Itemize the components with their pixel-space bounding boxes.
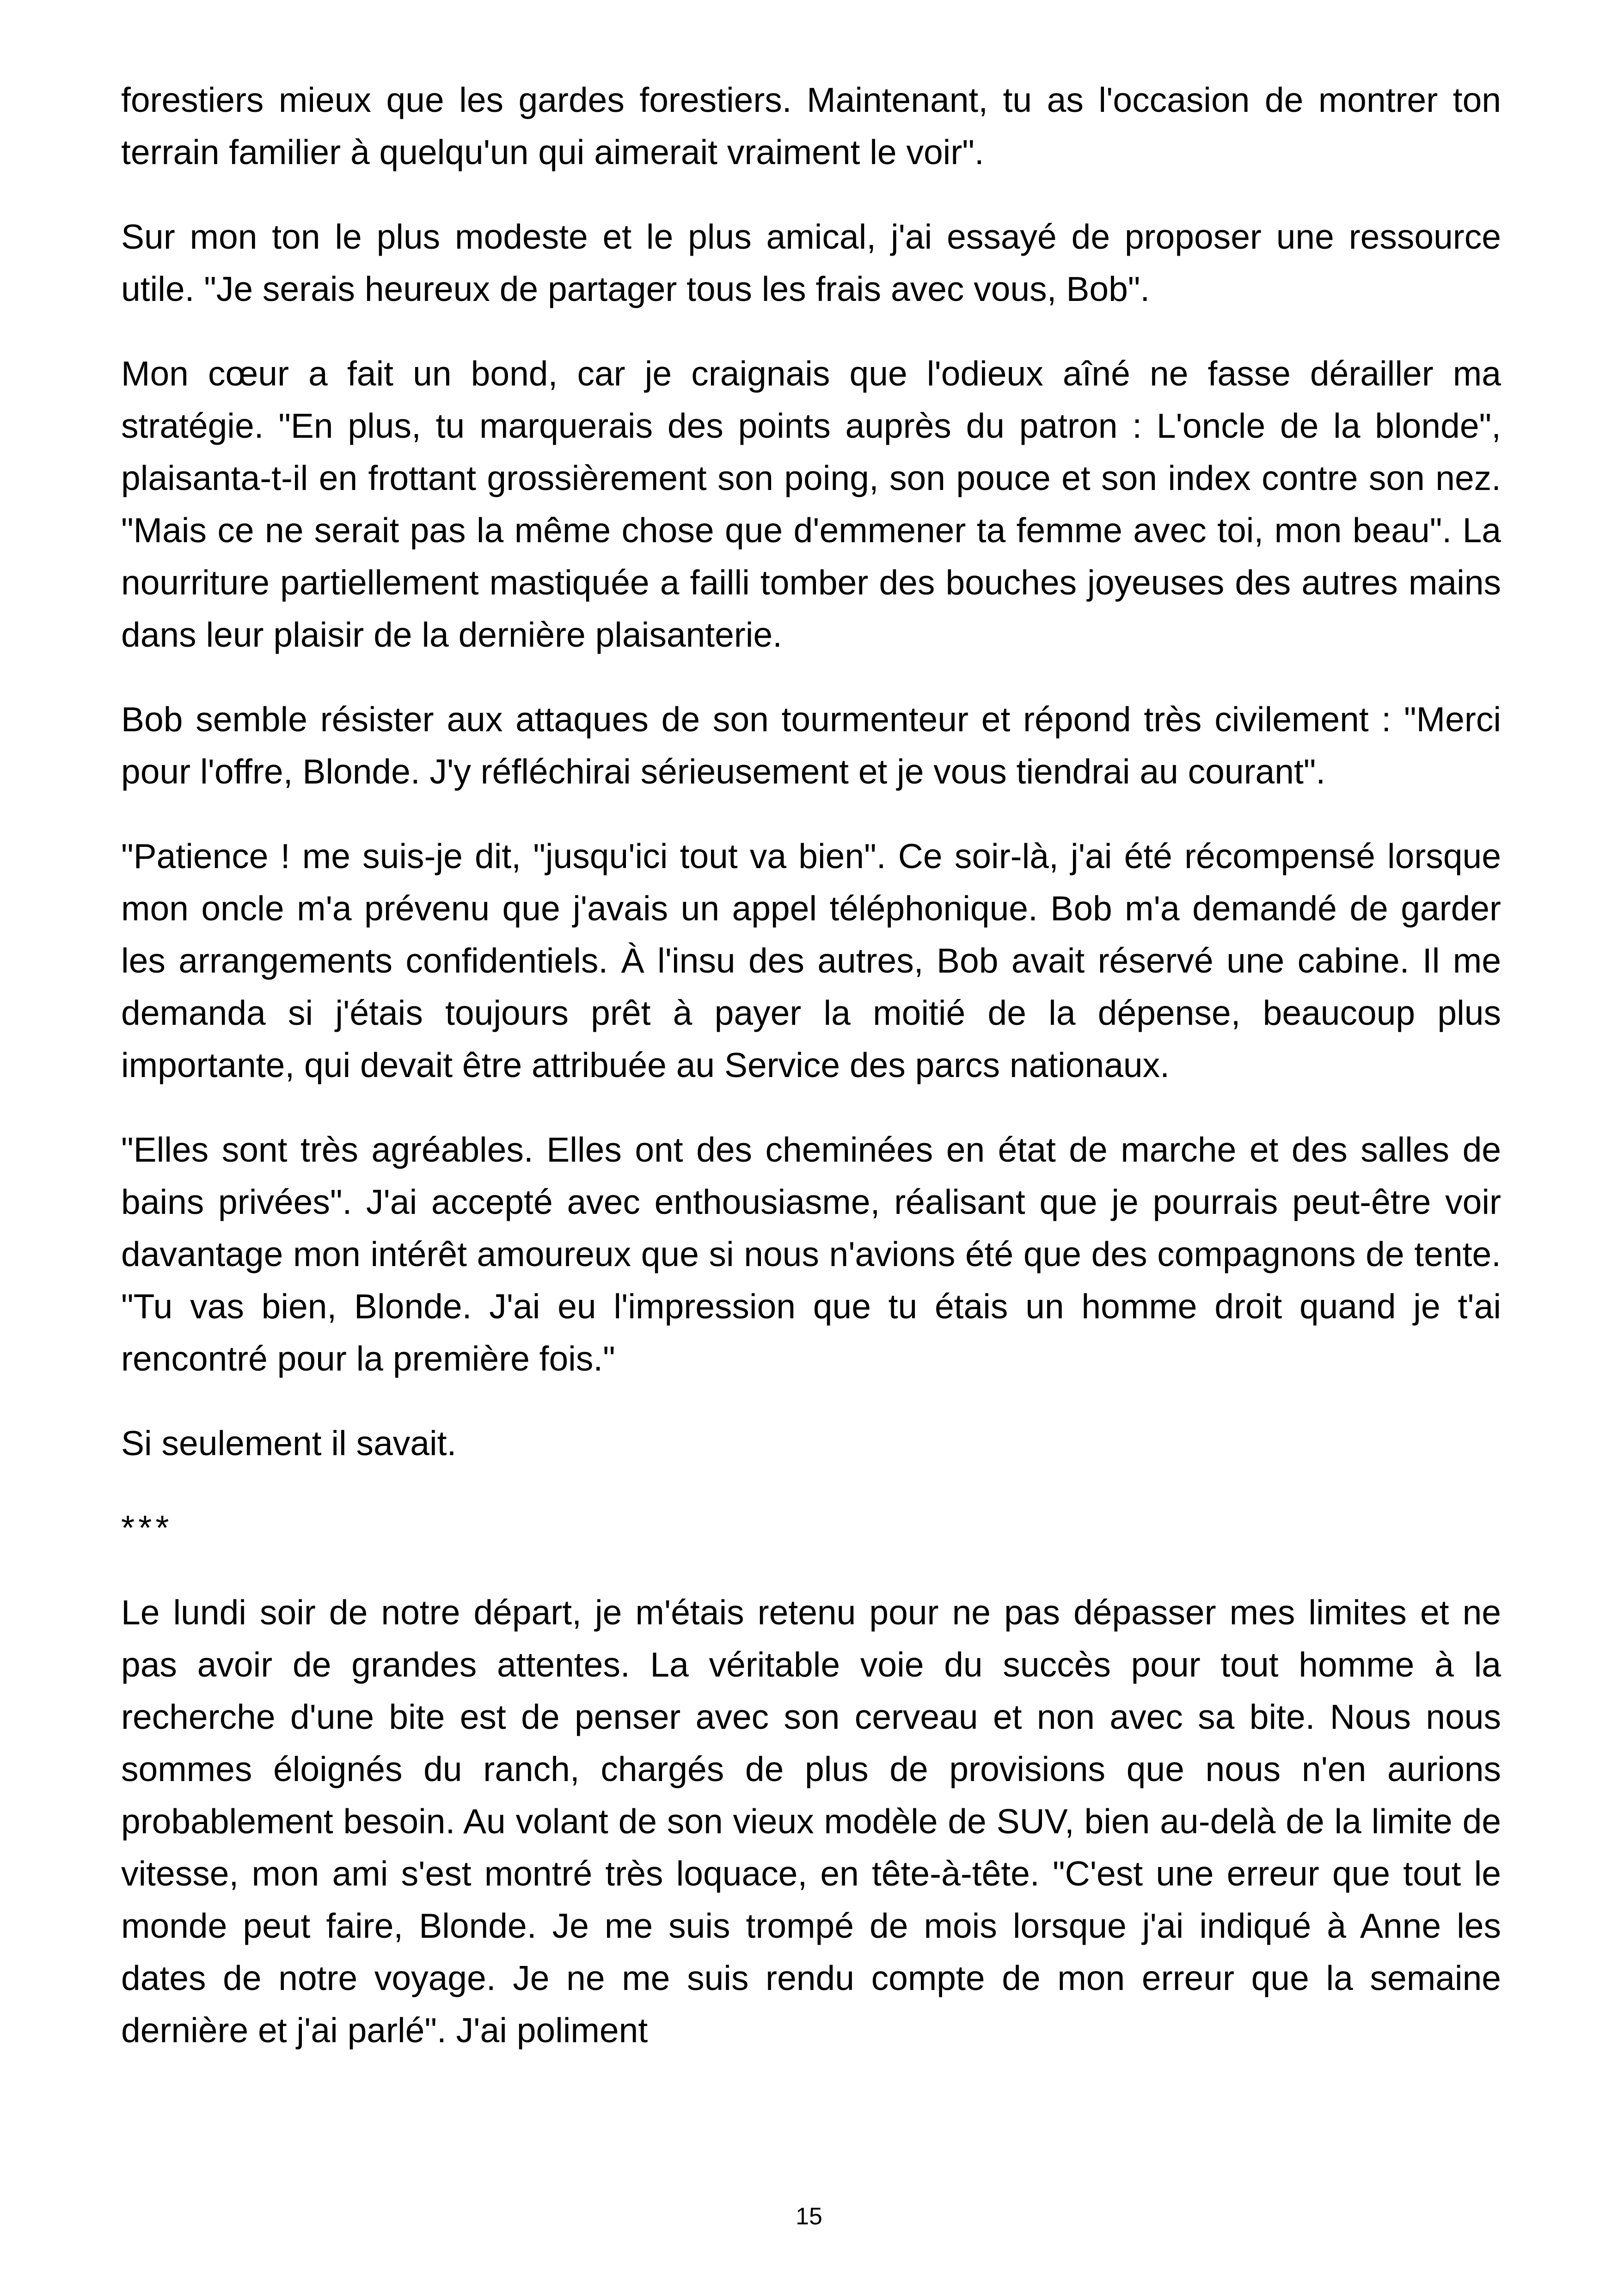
paragraph: "Elles sont très agréables. Elles ont des cheminées en état de marche et des salles de bains privées". J'ai accepté avec enthousiasme, réalisant que je pourrais peut-être voir davantage mon intérêt amoureux que si nous n'avions été que des compagnons de tente. "Tu vas bien, Blonde. J'ai eu l'impression que tu étais un homme droit quand je t'ai rencontré pour la première fois." [121, 1130, 1501, 1378]
paragraph: Mon cœur a fait un bond, car je craignais que l'odieux aîné ne fasse dérailler ma stratégie. "En plus, tu marquerais des points auprès du patron : L'oncle de la blonde", plaisanta-t-il en frottant grossièrement son poing, son pouce et son index contre son nez. "Mais ce ne serait pas la même chose que d'emmener ta femme avec toi, mon beau". La nourriture partiellement mastiquée a failli tomber des bouches joyeuses des autres mains dans leur plaisir de la dernière plaisanterie. [121, 354, 1501, 654]
paragraph: "Patience ! me suis-je dit, "jusqu'ici tout va bien". Ce soir-là, j'ai été récompensé lorsque mon oncle m'a prévenu que j'avais un appel téléphonique. Bob m'a demandé de garder les arrangements confidentiels. À l'insu des autres, Bob avait réservé une cabine. Il me demanda si j'étais toujours prêt à payer la moitié de la dépense, beaucoup plus importante, qui devait être attribuée au Service des parcs nationaux. [121, 837, 1501, 1084]
paragraph: forestiers mieux que les gardes forestiers. Maintenant, tu as l'occasion de montrer ton terrain familier à quelqu'un qui aimerait vraiment le voir". [121, 80, 1501, 171]
document-page [121, 74, 1501, 2089]
paragraph: Bob semble résister aux attaques de son tourmenteur et répond très civilement : "Merci pour l'offre, Blonde. J'y réfléchirai sérieusement et je vous tiendrai au courant". [121, 700, 1501, 791]
section-separator: *** [121, 1508, 173, 1547]
paragraph: Le lundi soir de notre départ, je m'étais retenu pour ne pas dépasser mes limites et ne pas avoir de grandes attentes. La véritable voie du succès pour tout homme à la recherche d'une bite est de penser avec son cerveau et non avec sa bite. Nous nous sommes éloignés du ranch, chargés de plus de provisions que nous n'en aurions probablement besoin. Au volant de son vieux modèle de SUV, bien au-delà de la limite de vitesse, mon ami s'est montré très loquace, en tête-à-tête. "C'est une erreur que tout le monde peut faire, Blonde. Je me suis trompé de mois lorsque j'ai indiqué à Anne les dates de notre voyage. Je ne me suis rendu compte de mon erreur que la semaine dernière et j'ai parlé". J'ai poliment [121, 1593, 1501, 2050]
paragraph: Si seulement il savait. [121, 1424, 457, 1463]
paragraph: Sur mon ton le plus modeste et le plus amical, j'ai essayé de proposer une ressource utile. "Je serais heureux de partager tous les frais avec vous, Bob". [121, 217, 1501, 308]
page-number: 15 [796, 2203, 822, 2230]
